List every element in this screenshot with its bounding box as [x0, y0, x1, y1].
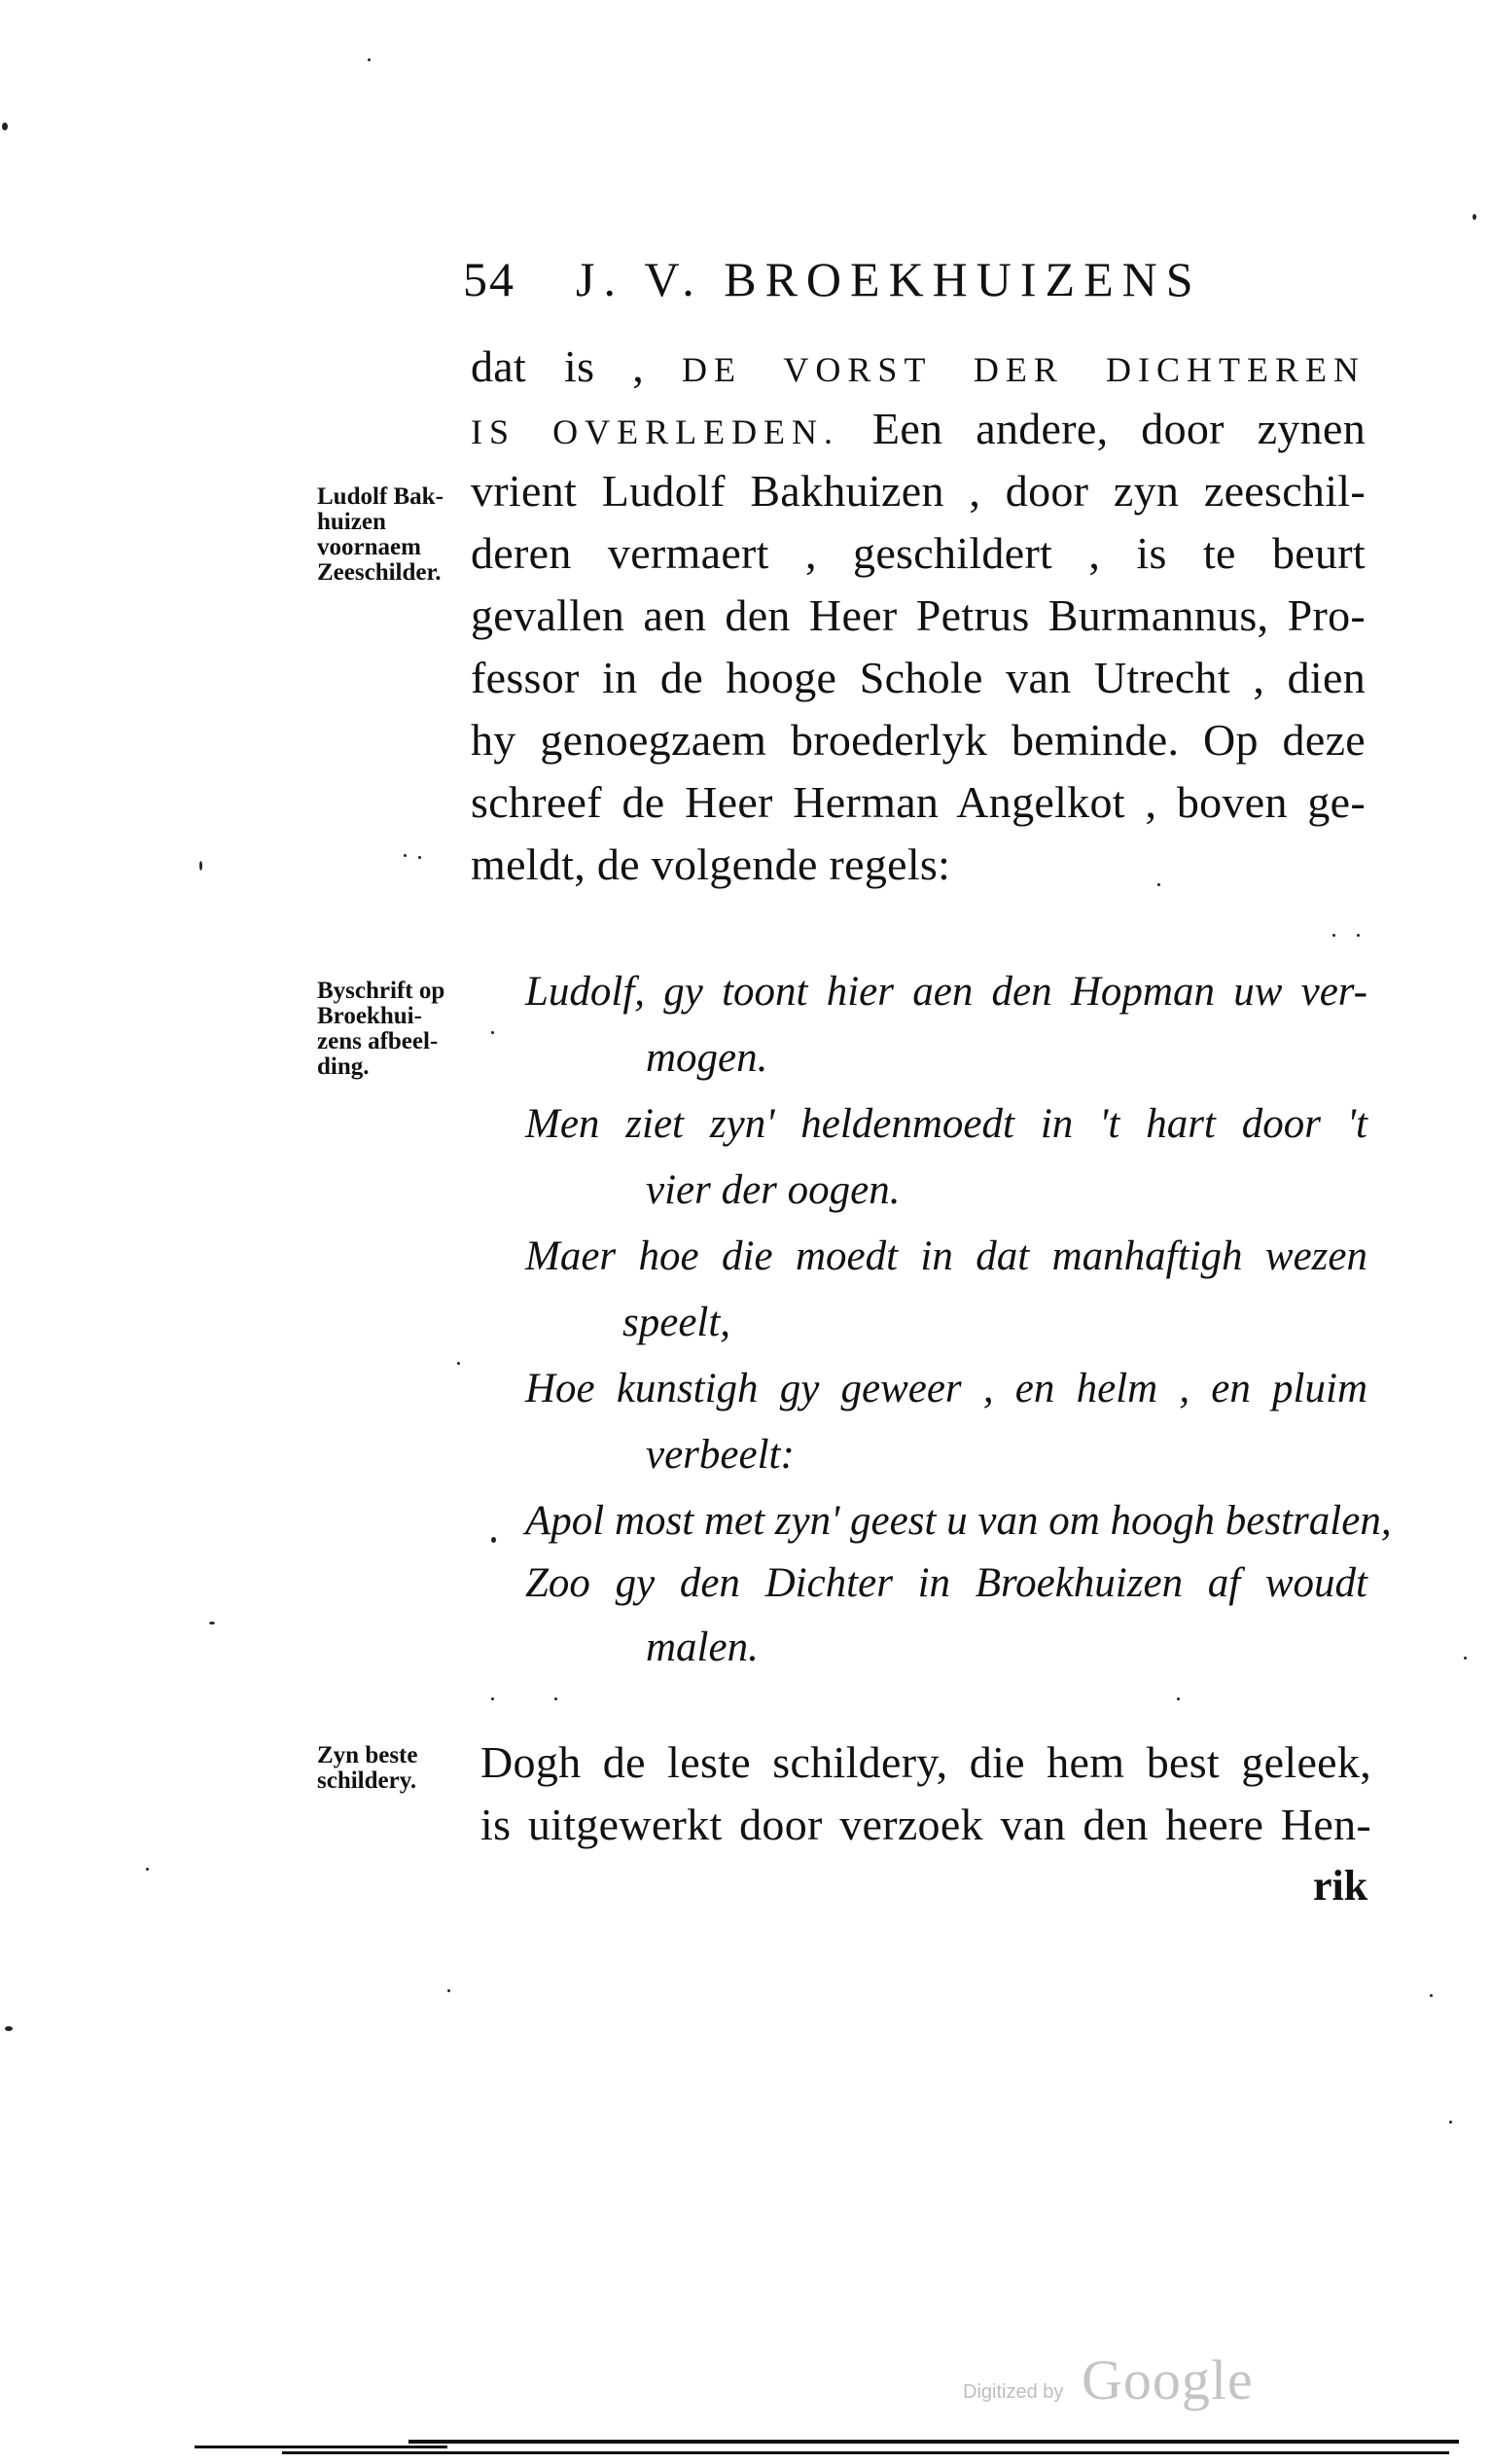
- verse-line: verbeelt:: [646, 1432, 795, 1478]
- verse-line: vier der oogen.: [646, 1167, 901, 1213]
- body-line: hy genoegzaem broederlyk beminde. Op deze: [471, 715, 1366, 765]
- margin-note: [317, 1743, 473, 1794]
- margin-note-text: Byschrift op Broekhui- zens afbeel- ding.: [317, 978, 445, 1080]
- body-line: fessor in de hooge Schole van Utrecht , dien: [471, 653, 1366, 702]
- margin-note-text: Zyn beste schildery.: [317, 1742, 418, 1794]
- verse-line: mogen.: [646, 1035, 768, 1081]
- verse-line: Hoe kunstigh gy geweer , en helm , en pluim: [525, 1366, 1367, 1411]
- margin-note: [317, 979, 473, 1080]
- digitized-by-text: Digitized by: [963, 2381, 1064, 2403]
- verse-line: malen.: [646, 1625, 759, 1670]
- verse-line: speelt,: [622, 1300, 731, 1345]
- body-line: is uitgewerkt door verzoek van den heere Hen-: [480, 1800, 1371, 1849]
- verse-line: Men ziet zyn' heldenmoedt in 't hart door 't: [525, 1101, 1367, 1147]
- body-line: Dogh de leste schildery, die hem best geleek,: [480, 1737, 1371, 1787]
- verse-line: Ludolf, gy toont hier aen den Hopman uw ver-: [525, 969, 1367, 1015]
- body-line: meldt, de volgende regels:: [471, 839, 951, 889]
- body-line: dat is , DE VORST DER DICHTEREN: [471, 341, 1366, 391]
- running-head-title: J. V. BROEKHUIZENS: [576, 252, 1202, 306]
- margin-note-text: Ludolf Bak- huizen voornaem Zeeschilder.: [317, 483, 444, 586]
- page-number: 54: [463, 252, 515, 306]
- catchword: rik: [1313, 1862, 1368, 1910]
- body-line: gevallen aen den Heer Petrus Burmannus, Pro-: [471, 590, 1366, 640]
- body-line: schreef de Heer Herman Angelkot , boven ge-: [471, 777, 1366, 827]
- verse-line: Maer hoe die moedt in dat manhaftigh wezen: [525, 1233, 1367, 1279]
- margin-note: [317, 484, 473, 586]
- verse-line: Zoo gy den Dichter in Broekhuizen af woudt: [525, 1560, 1367, 1606]
- body-line: vrient Ludolf Bakhuizen , door zyn zeeschil-: [471, 466, 1366, 516]
- google-logo: Google: [1082, 2348, 1254, 2411]
- body-line: deren vermaert , geschildert , is te beurt: [471, 528, 1366, 578]
- body-line: IS OVERLEDEN. Een andere, door zynen: [471, 404, 1366, 453]
- verse-line: Apol most met zyn' geest u van om hoogh bestralen,: [525, 1498, 1392, 1544]
